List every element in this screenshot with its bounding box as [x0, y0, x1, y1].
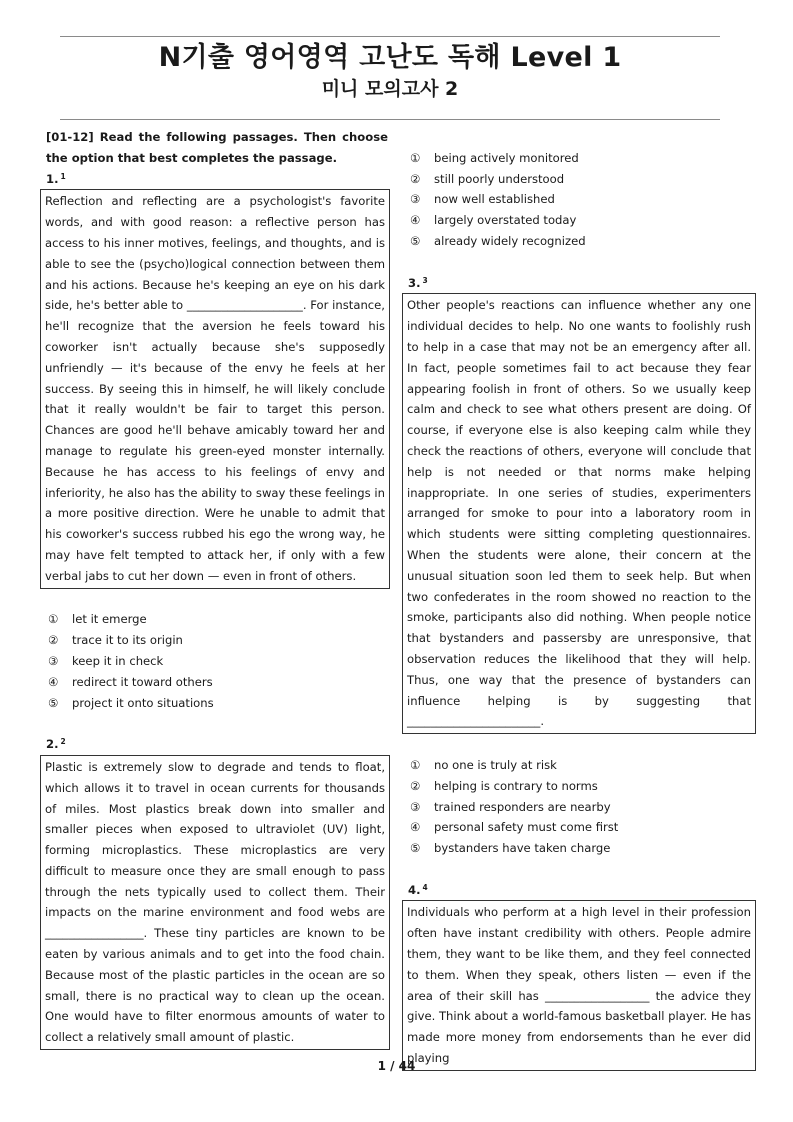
page-subtitle: 미니 모의고사 2	[321, 78, 459, 100]
spacer	[408, 252, 754, 273]
question-1-option-4[interactable]: ④ redirect it toward others	[48, 674, 213, 689]
question-3-option-5[interactable]: ⑤ bystanders have taken charge	[410, 841, 611, 856]
question-2-options	[408, 148, 754, 252]
question-1-option-1[interactable]: ① let it emerge	[48, 612, 147, 627]
question-3-option-3[interactable]: ③ trained responders are nearby	[410, 799, 611, 814]
header-top-rule	[60, 36, 720, 37]
question-1-number: 1. $^1$	[46, 171, 66, 186]
question-1-passage: Reflection and reflecting are a psychologist's favorite words, and with good reason: a reflective person has access to his inner motives, feelings, and thoughts, and is able to see the (psycho)logical connection between them and his actions. Because he's keeping an eye on his dark side, he's better able to ____________________. For instance, he'll recognize that the aversion he feels toward his coworker isn't actually because she's supposedly unfriendly — it's because of the envy he feels at her success. By seeing this in himself, he will likely conclude that it really wouldn't be fair to target this person. Chances are good he'll behave amicably toward her and manage to regulate his green-eyed monster internally. Because he has access to his feelings of envy and inferiority, he also has the ability to sway these feelings in a more positive direction. Were he unable to admit that his coworker's success rubbed his ego the wrong way, he may have felt tempted to attack her, if only with a few verbal jabs to cut her down — even in front of others.	[40, 189, 390, 588]
spacer	[408, 859, 754, 880]
question-2-option-3[interactable]: ③ now well established	[410, 192, 555, 207]
spacer	[46, 713, 388, 734]
question-4-number: 4. $^4$	[408, 882, 428, 897]
spacer	[46, 589, 388, 610]
question-1-option-2[interactable]: ② trace it to its origin	[48, 633, 183, 648]
left-column	[46, 127, 388, 1050]
question-4-passage: Individuals who perform at a high level in their profession often have instant credibility with others. People admire them, they want to be like them, and they feel connected to them. When they speak, others listen — even if the area of their skill has __________________ the advice they give. Think about a world-famous basketball player. He has made more money from endorsements than he ever did playing	[402, 900, 756, 1070]
spacer	[408, 127, 754, 148]
instructions: [01-12] Read the following passages. Then choose the option that best completes the passage.	[46, 130, 388, 165]
question-2-number: 2. $^2$	[46, 737, 66, 752]
question-2-passage: Plastic is extremely slow to degrade and tends to float, which allows it to travel in ocean currents for thousands of miles. Most plastics break down into smaller and smaller pieces when exposed to ultraviolet (UV) light, forming microplastics. These microplastics are very difficult to measure once they are small enough to pass through the nets typically used to collect them. Their impacts on the marine environment and food webs are _________________. These tiny particles are known to be eaten by various animals and to get into the food chain. Because most of the plastic particles in the ocean are so small, there is no practical way to clean up the ocean. One would have to filter enormous amounts of water to collect a relatively small amount of plastic.	[40, 755, 390, 1050]
question-1-option-5[interactable]: ⑤ project it onto situations	[48, 695, 214, 710]
question-3-option-1[interactable]: ① no one is truly at risk	[410, 757, 557, 772]
header-bottom-rule	[60, 119, 720, 120]
question-3-option-2[interactable]: ② helping is contrary to norms	[410, 778, 598, 793]
right-column	[408, 127, 754, 1071]
page-number: 1 / 44	[377, 1059, 416, 1073]
spacer	[408, 734, 754, 755]
question-3-number: 3. $^3$	[408, 275, 428, 290]
question-3-option-4[interactable]: ④ personal safety must come first	[410, 820, 619, 835]
question-2-option-5[interactable]: ⑤ already widely recognized	[410, 233, 586, 248]
question-1-options	[46, 609, 388, 713]
question-2-option-4[interactable]: ④ largely overstated today	[410, 213, 577, 228]
question-2-option-1[interactable]: ① being actively monitored	[410, 150, 579, 165]
question-3-passage: Other people's reactions can influence whether any one individual decides to help. No one wants to foolishly rush to help in a case that may not be an emergency after all. In fact, people sometimes fail to act because they fear appearing foolish in front of others. So we usually keep calm and check to see what others present are doing. Of course, if everyone else is also keeping calm while they check the reactions of others, everyone will conclude that help is not needed or that norms make helping inappropriate. In one series of studies, experimenters arranged for smoke to pour into a laboratory room in which students were sitting completing questionnaires. When the students were alone, their concern at the unusual situation soon led them to seek help. But when two confederates in the room showed no reaction to the smoke, participants also did nothing. When people notice that bystanders and passersby are unresponsive, that observation reduces the likelihood that they will help. Thus, one way that the presence of bystanders can influence helping is by suggesting that _______________________.	[402, 293, 756, 734]
page-title: N기출 영어영역 고난도 독해 Level 1	[158, 42, 622, 73]
question-1-option-3[interactable]: ③ keep it in check	[48, 653, 164, 668]
question-3-options	[408, 755, 754, 859]
question-2-option-2[interactable]: ② still poorly understood	[410, 171, 565, 186]
